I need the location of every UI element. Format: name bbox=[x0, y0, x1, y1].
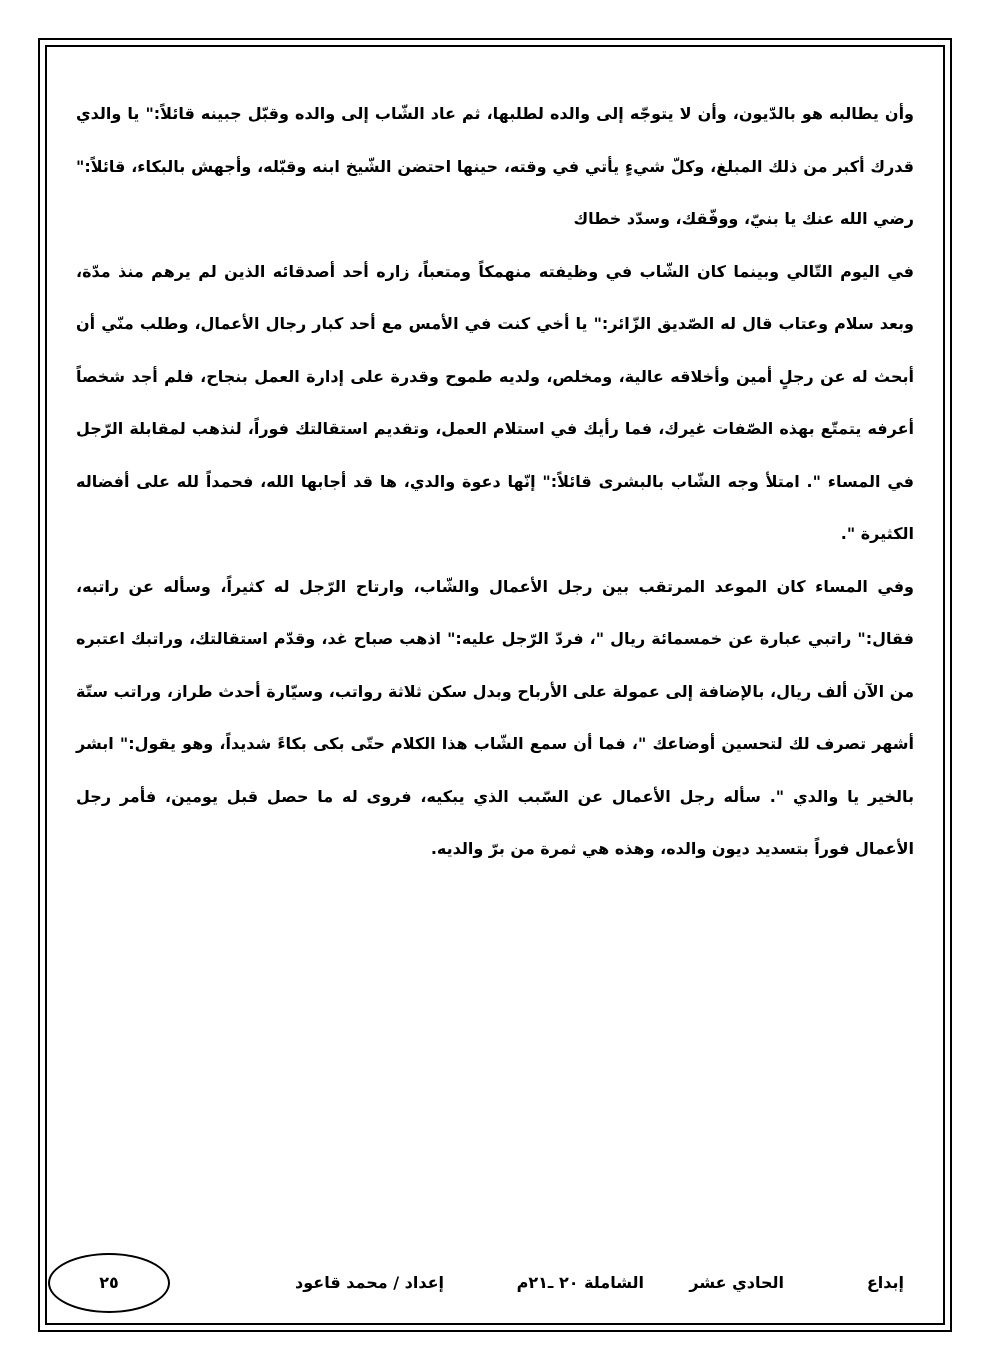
paragraph-3: وفي المساء كان الموعد المرتقب بين رجل الأعمال والشّاب، وارتاح الرّجل له كثيراً، وسأله عن راتبه، فقال:" راتبي عبارة عن خمسمائة ريال "، فردّ الرّجل عليه:" اذهب صباح غد، وقدّم استقالتك، وراتبك اعتبره من الآن ألف ريال، بالإضافة إلى عمولة على الأرباح وبدل سكن ثلاثة رواتب، وسيّارة أحدث طراز، وراتب ستّة أشهر تصرف لك لتحسين أوضاعك "، فما أن سمع الشّاب هذا الكلام حتّى بكى بكاءً شديداً، وهو يقول:" ابشر بالخير يا والدي ". سأله رجل الأعمال عن السّبب الذي يبكيه، فروى له ما حصل قبل يومين، فأمر رجل الأعمال فوراً بتسديد ديون والده، وهذه هي ثمرة من برّ والديه. bbox=[76, 576, 914, 858]
footer-series: الشاملة ٢٠ ـ٢١م bbox=[516, 1273, 644, 1292]
footer-author: إعداد / محمد قاعود bbox=[295, 1273, 444, 1292]
footer-grade: الحادي عشر bbox=[689, 1273, 784, 1292]
story-text bbox=[76, 88, 914, 876]
footer-ibdaa: إبداع bbox=[866, 1273, 904, 1292]
page-number-oval bbox=[48, 1253, 170, 1313]
paragraph-2: في اليوم التّالي وبينما كان الشّاب في وظيفته منهمكاً ومتعباً، زاره أحد أصدقائه الذين لم يرهم منذ مدّة، وبعد سلام وعتاب قال له الصّديق الزّائر:" يا أخي كنت في الأمس مع أحد كبار رجال الأعمال، وطلب منّي أن أبحث له عن رجلٍ أمين وأخلاقه عالية، ومخلص، ولديه طموح وقدرة على إدارة العمل بنجاح، فلم أجد شخصاً أعرفه يتمتّع بهذه الصّفات غيرك، فما رأيك في استلام العمل، وتقديم استقالتك فوراً، لنذهب لمقابلة الرّجل في المساء ". امتلأ وجه الشّاب بالبشرى قائلاً:" إنّها دعوة والدي، ها قد أجابها الله، فحمداً لله على أفضاله الكثيرة ". bbox=[76, 261, 914, 543]
paragraph-1: وأن يطالبه هو بالدّيون، وأن لا يتوجّه إلى والده لطلبها، ثم عاد الشّاب إلى والده وقبّل جبينه قائلاً:" يا والدي قدرك أكبر من ذلك المبلغ، وكلّ شيءٍ يأتي في وقته، حينها احتضن الشّيخ ابنه وقبّله، وأجهش بالبكاء، قائلاً:" رضي الله عنك يا بنيّ، ووفّقك، وسدّد خطاك bbox=[76, 104, 914, 228]
page-number: ٢٥ bbox=[99, 1273, 119, 1292]
